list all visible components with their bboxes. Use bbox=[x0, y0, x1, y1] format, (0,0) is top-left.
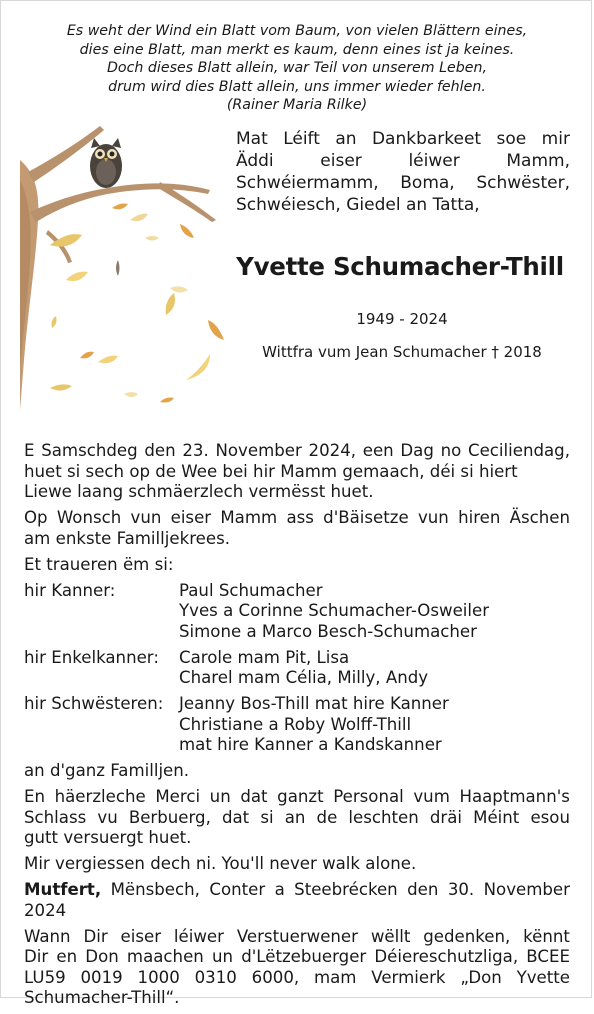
intro-word: Boma, bbox=[400, 173, 455, 193]
word: d'Bäisetze bbox=[323, 508, 409, 527]
relation-label: hir Enkelkanner: bbox=[24, 647, 159, 667]
owl-icon bbox=[90, 138, 122, 188]
intro-word: Mat bbox=[236, 129, 268, 149]
word: vun bbox=[417, 508, 449, 527]
word: léiwer bbox=[173, 926, 224, 946]
relatives-sisters bbox=[24, 694, 570, 756]
intro-text bbox=[236, 128, 570, 216]
life-years: 1949 - 2024 bbox=[356, 310, 448, 328]
intro-word: léiwer bbox=[408, 151, 460, 171]
intro-word: Schwëster, bbox=[476, 173, 570, 193]
line: huet si sech op de Wee bei hir Mamm gemaach, déi si hiert bbox=[24, 461, 518, 481]
word: si bbox=[260, 807, 274, 827]
word: eiser bbox=[120, 926, 162, 946]
word: kënnt bbox=[523, 926, 570, 946]
word: vu bbox=[97, 807, 118, 827]
word: Berbuerg, bbox=[128, 807, 211, 827]
word: Schlass bbox=[24, 807, 87, 827]
paragraph-donation bbox=[24, 927, 570, 1009]
word: 23. bbox=[182, 441, 209, 460]
word: Dir bbox=[83, 926, 108, 946]
word: Dag bbox=[400, 441, 434, 460]
word: dat bbox=[221, 807, 250, 827]
paragraph-death bbox=[24, 441, 570, 503]
word: un bbox=[211, 947, 234, 966]
word: dräi bbox=[429, 807, 463, 827]
word: den bbox=[144, 441, 176, 460]
poem bbox=[20, 22, 574, 115]
intro-word: Äddi bbox=[236, 151, 274, 171]
paragraph-thanks bbox=[24, 787, 570, 849]
word: d'Lëtzebuerger bbox=[241, 947, 367, 966]
word: Conter bbox=[209, 880, 266, 899]
word: LU59 bbox=[24, 967, 66, 987]
relative-name: Charel mam Célia, Milly, Andy bbox=[179, 668, 429, 687]
tree-owl-illustration bbox=[20, 120, 230, 410]
family-line: an d'ganz Familljen. bbox=[24, 761, 190, 780]
relative-name: Christiane a Roby Wolff-Thill bbox=[179, 714, 412, 734]
intro-word: soe bbox=[496, 129, 527, 149]
relative-name: Simone a Marco Besch-Schumacher bbox=[179, 621, 477, 641]
word: Méint bbox=[473, 807, 520, 827]
relation-label: hir Schwësteren: bbox=[24, 694, 164, 713]
word: November bbox=[483, 880, 570, 899]
word: 30. bbox=[447, 880, 475, 899]
word: En bbox=[24, 787, 46, 806]
word: 6000, bbox=[251, 967, 300, 987]
word: Vermierk bbox=[371, 967, 446, 987]
word: eiser bbox=[170, 508, 212, 527]
intro-word: mir bbox=[541, 129, 570, 149]
relative-name: mat hire Kanner a Kandskanner bbox=[179, 735, 442, 754]
word: an bbox=[284, 807, 306, 827]
intro-word: Léift bbox=[283, 129, 320, 149]
relation-names bbox=[179, 694, 449, 756]
relatives-children bbox=[24, 581, 570, 643]
word: ganzt bbox=[277, 787, 324, 806]
relative-name: Jeanny Bos-Thill mat hire Kanner bbox=[179, 694, 449, 713]
word: un bbox=[209, 787, 231, 806]
word: Haaptmann's bbox=[459, 787, 570, 806]
word: Yvette bbox=[516, 967, 570, 987]
word: leschten bbox=[348, 807, 419, 827]
word: wëllt bbox=[370, 926, 411, 946]
word: BCEE bbox=[526, 947, 570, 966]
word: Don bbox=[85, 947, 119, 966]
word: den bbox=[407, 880, 439, 899]
poem-line: dies eine Blatt, man merkt es kaum, denn eines ist ja keines. bbox=[79, 41, 515, 58]
word: Dir bbox=[24, 947, 49, 966]
intro-word: Dankbarkeet bbox=[371, 129, 482, 149]
word: 2024, bbox=[308, 441, 357, 460]
relative-name: Yves a Corinne Schumacher-Osweiler bbox=[179, 601, 490, 620]
relative-name: Paul Schumacher bbox=[179, 580, 323, 600]
intro-word: an bbox=[335, 129, 357, 149]
widow-note: Wittfra vum Jean Schumacher † 2018 bbox=[262, 343, 542, 361]
poem-line: Es weht der Wind ein Blatt vom Baum, von vielen Blättern eines, bbox=[66, 23, 528, 39]
word: Déiereschutzliga, bbox=[374, 947, 519, 966]
word: E bbox=[24, 441, 35, 460]
intro-word: Mamm, bbox=[506, 151, 570, 171]
line: Schumacher-Thill“. bbox=[24, 988, 180, 1007]
word: vun bbox=[130, 508, 162, 527]
word: ass bbox=[286, 508, 314, 527]
word: Wonsch bbox=[56, 508, 122, 527]
word: a bbox=[274, 880, 285, 899]
word: esou bbox=[530, 807, 570, 827]
relation-names bbox=[179, 581, 489, 643]
poem-author: (Rainer Maria Rilke) bbox=[226, 97, 368, 114]
word: November bbox=[215, 441, 302, 460]
word: „Don bbox=[460, 967, 502, 987]
deceased-name: Yvette Schumacher-Thill bbox=[236, 252, 564, 281]
intro-word: eiser bbox=[320, 151, 362, 171]
announcement-body bbox=[24, 441, 570, 1014]
relative-name: Carole mam Pit, Lisa bbox=[179, 647, 350, 667]
word: no bbox=[440, 441, 462, 460]
falling-leaves bbox=[50, 204, 224, 403]
word: vum bbox=[413, 787, 450, 806]
word: Verstuerwener bbox=[236, 926, 358, 946]
intro-line: Schwéiesch, Giedel an Tatta, bbox=[236, 195, 480, 215]
relation-names bbox=[179, 648, 428, 689]
word: een bbox=[362, 441, 394, 460]
word: 1000 bbox=[137, 967, 180, 987]
word: 0310 bbox=[194, 967, 237, 987]
word: Mamm bbox=[220, 508, 278, 527]
word: de bbox=[316, 807, 338, 827]
word: Wann bbox=[24, 926, 71, 946]
word: en bbox=[56, 947, 78, 966]
word: gedenken, bbox=[423, 926, 511, 946]
line: 2024 bbox=[24, 900, 67, 920]
word: Äschen bbox=[509, 508, 570, 527]
relatives-grandchildren bbox=[24, 648, 570, 689]
never-forget-line: Mir vergiessen dech ni. You'll never walk alone. bbox=[24, 854, 417, 873]
place-date bbox=[24, 880, 570, 921]
word: maachen bbox=[126, 947, 204, 966]
line: am enkste Familljekrees. bbox=[24, 528, 230, 548]
word: hiren bbox=[458, 508, 501, 527]
word: Op bbox=[24, 508, 48, 527]
word: Merci bbox=[155, 787, 201, 806]
place-name-bold: Mutfert, bbox=[24, 880, 102, 899]
word: Personal bbox=[333, 787, 404, 806]
relation-label: hir Kanner: bbox=[24, 580, 116, 600]
word: Samschdeg bbox=[41, 441, 138, 460]
word: häerzleche bbox=[54, 787, 146, 806]
word: Mënsbech, bbox=[110, 880, 200, 899]
word: Ceciliendag, bbox=[468, 441, 570, 460]
poem-line: drum wird dies Blatt allein, uns immer wieder fehlen. bbox=[108, 78, 486, 95]
mourners-heading: Et traueren ëm si: bbox=[24, 554, 174, 574]
word: Steebrécken bbox=[294, 880, 398, 899]
word: 0019 bbox=[80, 967, 123, 987]
intro-word: Schwéiermamm, bbox=[236, 173, 379, 193]
line: Liewe laang schmäerzlech vermësst huet. bbox=[24, 482, 374, 501]
poem-line: Doch dieses Blatt allein, war Teil von unserem Leben, bbox=[107, 60, 487, 77]
word: dat bbox=[240, 787, 268, 806]
word: mam bbox=[313, 967, 357, 987]
paragraph-burial bbox=[24, 508, 570, 549]
line: gutt versuergt huet. bbox=[24, 828, 192, 847]
